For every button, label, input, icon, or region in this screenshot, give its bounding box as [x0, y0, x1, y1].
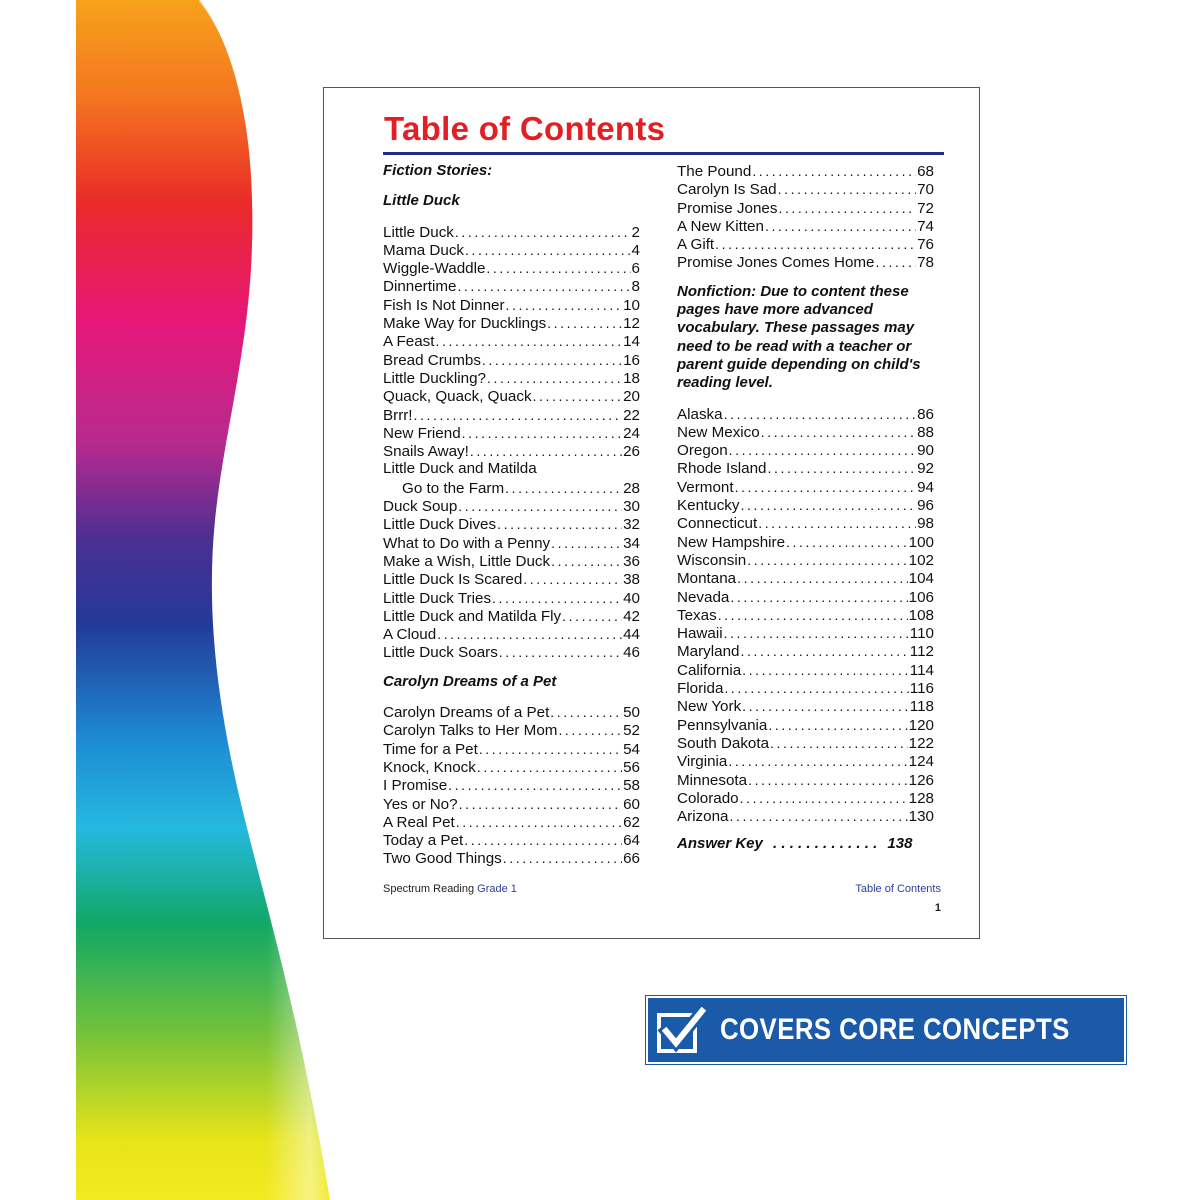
leader-dots	[724, 405, 917, 423]
toc-entry[interactable]	[677, 199, 934, 217]
toc-entry-page: 86	[917, 405, 934, 423]
leader-dots	[742, 697, 909, 715]
toc-entry[interactable]	[677, 496, 934, 514]
toc-entry[interactable]	[677, 253, 934, 271]
toc-entry-page: 66	[623, 850, 640, 868]
answer-key-dots: . . . . . . . . . . . . .	[773, 835, 878, 853]
toc-entry-title: South Dakota	[677, 734, 770, 752]
toc-entry-title: Nevada	[677, 588, 730, 606]
toc-entry-title: Time for a Pet	[383, 740, 478, 758]
title-rule	[383, 152, 944, 155]
toc-entry-page: 108	[908, 606, 934, 624]
toc-entry-page: 70	[917, 181, 934, 199]
toc-page	[323, 87, 980, 939]
toc-entry-title: Maryland	[677, 643, 740, 661]
rainbow-wave-decoration	[0, 0, 360, 1200]
toc-entry[interactable]	[383, 351, 640, 369]
toc-entry[interactable]	[383, 406, 640, 424]
toc-entry-page: 126	[908, 771, 934, 789]
toc-entry-title: Quack, Quack, Quack	[383, 388, 532, 406]
leader-dots	[506, 296, 623, 314]
leader-dots	[737, 569, 908, 587]
toc-entry[interactable]	[383, 296, 640, 314]
leader-dots	[448, 776, 622, 794]
toc-entry[interactable]	[383, 277, 640, 295]
toc-entry[interactable]	[677, 459, 934, 477]
toc-entry-title: California	[677, 661, 742, 679]
toc-entry[interactable]	[677, 180, 934, 198]
toc-entry-page: 46	[623, 644, 640, 662]
toc-entry-page: 24	[623, 424, 640, 442]
nonfiction-note: Nonfiction: Due to content these pages have more advanced vocabulary. These passages may need to be read with a teacher or parent guide depending on child's reading level.	[677, 282, 921, 392]
leader-dots	[748, 771, 908, 789]
toc-right-column	[677, 162, 934, 852]
fiction-label: Fiction Stories:	[383, 162, 493, 179]
leader-dots	[436, 332, 623, 350]
toc-entry-title: A New Kitten	[677, 217, 764, 235]
toc-entry-page: 38	[623, 571, 640, 589]
footer-book-title	[383, 883, 517, 895]
footer-book-name: Spectrum Reading	[383, 883, 475, 895]
footer-grade: Grade 1	[477, 883, 517, 895]
toc-entry-title: New Hampshire	[677, 533, 786, 551]
toc-entry-page: 32	[623, 516, 640, 534]
toc-entry-page: 44	[623, 626, 640, 644]
leader-dots	[459, 795, 623, 813]
leader-dots	[492, 589, 622, 607]
toc-entry-title: Make Way for Ducklings	[383, 315, 547, 333]
toc-entry-page: 64	[623, 832, 640, 850]
leader-dots	[457, 277, 630, 295]
toc-entry[interactable]	[383, 387, 640, 405]
leader-dots	[876, 253, 917, 271]
leader-dots	[551, 552, 622, 570]
toc-entry-title: Texas	[677, 606, 717, 624]
toc-entry-title: Carolyn Talks to Her Mom	[383, 722, 558, 740]
leader-dots	[437, 625, 622, 643]
toc-entry-title: A Feast	[383, 333, 435, 351]
toc-entry[interactable]	[677, 551, 934, 569]
toc-entry-page: 22	[623, 406, 640, 424]
answer-key-title: Answer Key	[677, 835, 763, 853]
toc-entry[interactable]	[677, 423, 934, 441]
leader-dots	[730, 588, 907, 606]
toc-entry[interactable]	[677, 679, 934, 697]
leader-dots	[558, 721, 622, 739]
toc-entry-page: 60	[623, 795, 640, 813]
toc-entry-title-line1: Little Duck and Matilda	[383, 460, 537, 478]
toc-entry[interactable]	[383, 849, 640, 867]
leader-dots	[765, 217, 916, 235]
toc-entry-page: 124	[908, 753, 934, 771]
toc-entry-title: Mama Duck	[383, 241, 465, 259]
toc-entry-page: 10	[623, 296, 640, 314]
toc-entry-title: Little Duck Dives	[383, 516, 497, 534]
toc-list-carolyn	[383, 703, 640, 868]
toc-entry-title: Minnesota	[677, 771, 748, 789]
toc-entry[interactable]	[383, 223, 640, 241]
toc-entry-title: Connecticut	[677, 515, 758, 533]
toc-entry-title: Little Duck Is Scared	[383, 571, 523, 589]
toc-entry-page: 130	[908, 808, 934, 826]
leader-dots	[486, 259, 630, 277]
toc-entry-title: Bread Crumbs	[383, 351, 481, 369]
toc-entry-page: 36	[623, 552, 640, 570]
toc-entry-page: 2	[631, 223, 640, 241]
toc-entry-page: 62	[623, 813, 640, 831]
toc-entry-title: Carolyn Dreams of a Pet	[383, 704, 550, 722]
leader-dots	[550, 703, 622, 721]
page-title: Table of Contents	[384, 110, 666, 147]
toc-entry-page: 98	[917, 515, 934, 533]
toc-entry-title: I Promise	[383, 777, 448, 795]
toc-entry[interactable]	[677, 734, 934, 752]
toc-entry-title-line2: Go to the Farm	[402, 479, 505, 497]
leader-dots	[729, 441, 916, 459]
leader-dots	[770, 734, 908, 752]
toc-entry[interactable]	[677, 807, 934, 825]
toc-entry[interactable]	[677, 405, 934, 423]
toc-entry-page: 104	[908, 570, 934, 588]
leader-dots	[477, 758, 622, 776]
toc-entry-page: 128	[908, 789, 934, 807]
leader-dots	[523, 570, 622, 588]
leader-dots	[778, 199, 916, 217]
toc-entry[interactable]	[677, 661, 934, 679]
toc-entry[interactable]	[677, 697, 934, 715]
toc-entry[interactable]	[383, 607, 640, 625]
toc-entry[interactable]	[383, 813, 640, 831]
leader-dots	[740, 642, 908, 660]
toc-entry-page: 8	[631, 278, 640, 296]
leader-dots	[786, 533, 908, 551]
leader-dots	[735, 478, 917, 496]
toc-entry-title: What to Do with a Penny	[383, 534, 551, 552]
toc-entry-page: 76	[917, 236, 934, 254]
toc-list-nonfiction	[677, 405, 934, 826]
leader-dots	[715, 235, 916, 253]
leader-dots	[464, 831, 622, 849]
toc-entry-wrapped[interactable]	[383, 460, 640, 497]
toc-entry-page: 72	[917, 199, 934, 217]
leader-dots	[758, 514, 916, 532]
leader-dots	[499, 643, 622, 661]
toc-entry-title: Pennsylvania	[677, 716, 768, 734]
answer-key-entry[interactable]	[677, 835, 934, 852]
toc-entry-title: Dinnertime	[383, 278, 457, 296]
toc-entry-title: Vermont	[677, 478, 734, 496]
toc-entry-title: Alaska	[677, 405, 723, 423]
toc-entry-title: A Real Pet	[383, 813, 455, 831]
toc-entry-title: Kentucky	[677, 497, 740, 515]
toc-entry-page: 96	[917, 497, 934, 515]
toc-entry-page: 16	[623, 351, 640, 369]
leader-dots	[547, 314, 622, 332]
toc-list-carolyn-cont	[677, 162, 934, 272]
toc-entry-page: 74	[917, 217, 934, 235]
footer-section-name: Table of Contents	[855, 883, 941, 895]
toc-entry[interactable]	[677, 606, 934, 624]
toc-entry[interactable]	[677, 514, 934, 532]
toc-entry-line2	[383, 479, 640, 497]
toc-entry-page: 6	[631, 260, 640, 278]
toc-entry[interactable]	[677, 162, 934, 180]
toc-entry-title: Promise Jones Comes Home	[677, 254, 875, 272]
toc-entry-page: 118	[909, 698, 934, 716]
toc-entry[interactable]	[677, 789, 934, 807]
toc-entry[interactable]	[383, 314, 640, 332]
toc-entry-page: 4	[631, 241, 640, 259]
toc-entry-page: 12	[623, 315, 640, 333]
toc-entry-page: 14	[623, 333, 640, 351]
leader-dots	[497, 515, 622, 533]
toc-entry-page: 100	[908, 533, 934, 551]
leader-dots	[761, 423, 916, 441]
toc-entry-page: 116	[909, 680, 934, 698]
leader-dots	[470, 442, 622, 460]
toc-entry[interactable]	[677, 642, 934, 660]
leader-dots	[414, 406, 623, 424]
toc-entry-title: Little Duck Soars	[383, 644, 498, 662]
leader-dots	[724, 679, 908, 697]
toc-entry-title: New Mexico	[677, 423, 760, 441]
toc-entry[interactable]	[383, 424, 640, 442]
toc-entry-title: A Gift	[677, 236, 715, 254]
toc-entry[interactable]	[677, 716, 934, 734]
toc-entry-page: 50	[623, 704, 640, 722]
leader-dots	[465, 241, 631, 259]
leader-dots	[768, 459, 917, 477]
toc-entry[interactable]	[677, 478, 934, 496]
toc-entry[interactable]	[383, 259, 640, 277]
toc-entry-title: Duck Soup	[383, 498, 458, 516]
toc-entry-title: Montana	[677, 570, 737, 588]
toc-entry[interactable]	[677, 569, 934, 587]
toc-entry[interactable]	[383, 776, 640, 794]
toc-left-column	[383, 162, 640, 868]
toc-entry-title: Hawaii	[677, 625, 723, 643]
toc-entry-title: The Pound	[677, 163, 752, 180]
toc-entry-title: Yes or No?	[383, 795, 458, 813]
toc-entry-page: 122	[908, 734, 934, 752]
toc-entry[interactable]	[383, 552, 640, 570]
toc-entry[interactable]	[677, 752, 934, 770]
toc-entry[interactable]	[383, 369, 640, 387]
toc-entry-page: 40	[623, 589, 640, 607]
toc-entry-page: 92	[917, 460, 934, 478]
toc-entry-title: Colorado	[677, 789, 739, 807]
toc-entry[interactable]	[383, 534, 640, 552]
leader-dots	[487, 369, 622, 387]
leader-dots	[740, 496, 916, 514]
toc-entry[interactable]	[677, 217, 934, 235]
toc-entry-page: 88	[917, 423, 934, 441]
toc-entry-title: Oregon	[677, 442, 728, 460]
footer-page-number: 1	[934, 902, 941, 914]
toc-entry[interactable]	[383, 442, 640, 460]
toc-entry-page: 58	[623, 777, 640, 795]
toc-entry-title: Rhode Island	[677, 460, 767, 478]
toc-entry-page: 28	[623, 479, 640, 497]
toc-entry[interactable]	[383, 740, 640, 758]
toc-entry[interactable]	[383, 589, 640, 607]
toc-entry-page: 78	[917, 254, 934, 272]
answer-key-page: 138	[887, 835, 913, 853]
toc-entry-title: Little Duck	[383, 223, 454, 241]
toc-entry-page: 110	[909, 625, 934, 643]
leader-dots	[724, 624, 909, 642]
leader-dots	[479, 740, 622, 758]
toc-entry-title: Knock, Knock	[383, 758, 476, 776]
toc-entry-page: 42	[623, 607, 640, 625]
toc-entry-title: Little Duck Tries	[383, 589, 492, 607]
toc-entry[interactable]	[383, 241, 640, 259]
toc-entry-title: New York	[677, 698, 742, 716]
leader-dots	[742, 661, 909, 679]
toc-entry[interactable]	[383, 758, 640, 776]
toc-entry[interactable]	[677, 235, 934, 253]
toc-entry-title: Promise Jones	[677, 199, 778, 217]
leader-dots	[551, 534, 622, 552]
leader-dots	[768, 716, 907, 734]
toc-entry-page: 20	[623, 388, 640, 406]
toc-entry-title: Two Good Things	[383, 850, 502, 868]
toc-entry-title: Carolyn Is Sad	[677, 181, 777, 199]
toc-entry-page: 30	[623, 498, 640, 516]
covers-core-concepts-badge	[646, 996, 1126, 1064]
leader-dots	[740, 789, 908, 807]
toc-entry-page: 18	[623, 369, 640, 387]
toc-entry[interactable]	[383, 515, 640, 533]
leader-dots	[458, 497, 622, 515]
toc-entry-page: 68	[917, 163, 934, 180]
toc-entry[interactable]	[383, 831, 640, 849]
toc-entry-page: 102	[908, 551, 934, 569]
toc-entry-page: 114	[909, 661, 934, 679]
toc-entry[interactable]	[383, 643, 640, 661]
toc-entry[interactable]	[383, 721, 640, 739]
toc-entry-title: Little Duckling?	[383, 369, 486, 387]
toc-entry[interactable]	[383, 795, 640, 813]
section-heading-little-duck: Little Duck	[383, 192, 460, 210]
toc-entry[interactable]	[677, 441, 934, 459]
toc-entry[interactable]	[677, 588, 934, 606]
leader-dots	[456, 813, 622, 831]
toc-entry-title: Little Duck and Matilda Fly	[383, 607, 562, 625]
leader-dots	[503, 849, 622, 867]
toc-entry-page: 112	[909, 643, 934, 661]
toc-entry-page: 94	[917, 478, 934, 496]
toc-entry-title: A Cloud	[383, 626, 437, 644]
toc-entry-page: 106	[908, 588, 934, 606]
leader-dots	[455, 223, 631, 241]
toc-entry[interactable]	[383, 703, 640, 721]
leader-dots	[730, 807, 908, 825]
leader-dots	[562, 607, 622, 625]
leader-dots	[718, 606, 908, 624]
toc-entry-page: 120	[908, 716, 934, 734]
toc-entry-title: Wisconsin	[677, 551, 747, 569]
toc-entry-page: 34	[623, 534, 640, 552]
toc-entry-title: Arizona	[677, 808, 729, 826]
toc-entry[interactable]	[383, 332, 640, 350]
leader-dots	[778, 180, 916, 198]
section-heading-carolyn: Carolyn Dreams of a Pet	[383, 672, 557, 690]
badge-text: COVERS CORE CONCEPTS	[720, 1013, 1070, 1046]
toc-entry-title: Snails Away!	[383, 443, 469, 461]
toc-entry[interactable]	[677, 624, 934, 642]
toc-entry[interactable]	[383, 497, 640, 515]
toc-entry-page: 54	[623, 740, 640, 758]
leader-dots	[462, 424, 622, 442]
toc-entry-title: Fish Is Not Dinner	[383, 296, 505, 314]
toc-entry-title: Virginia	[677, 753, 728, 771]
leader-dots	[505, 479, 622, 497]
toc-entry[interactable]	[677, 771, 934, 789]
toc-entry-title: Make a Wish, Little Duck	[383, 552, 551, 570]
leader-dots	[752, 162, 916, 180]
checkbox-check-icon	[656, 1005, 706, 1055]
toc-list-little-duck-cont	[383, 497, 640, 662]
toc-entry[interactable]	[383, 625, 640, 643]
toc-entry-page: 26	[623, 443, 640, 461]
leader-dots	[533, 387, 623, 405]
toc-list-little-duck	[383, 223, 640, 461]
toc-entry-page: 52	[623, 722, 640, 740]
toc-entry-page: 56	[623, 758, 640, 776]
toc-entry-title: New Friend	[383, 424, 461, 442]
toc-entry-title: Today a Pet	[383, 832, 464, 850]
toc-entry-title: Brrr!	[383, 406, 413, 424]
toc-entry[interactable]	[383, 570, 640, 588]
leader-dots	[482, 351, 622, 369]
toc-entry-title: Florida	[677, 680, 724, 698]
toc-entry-page: 90	[917, 442, 934, 460]
toc-entry[interactable]	[677, 533, 934, 551]
toc-entry-title: Wiggle-Waddle	[383, 260, 486, 278]
leader-dots	[747, 551, 907, 569]
leader-dots	[728, 752, 907, 770]
